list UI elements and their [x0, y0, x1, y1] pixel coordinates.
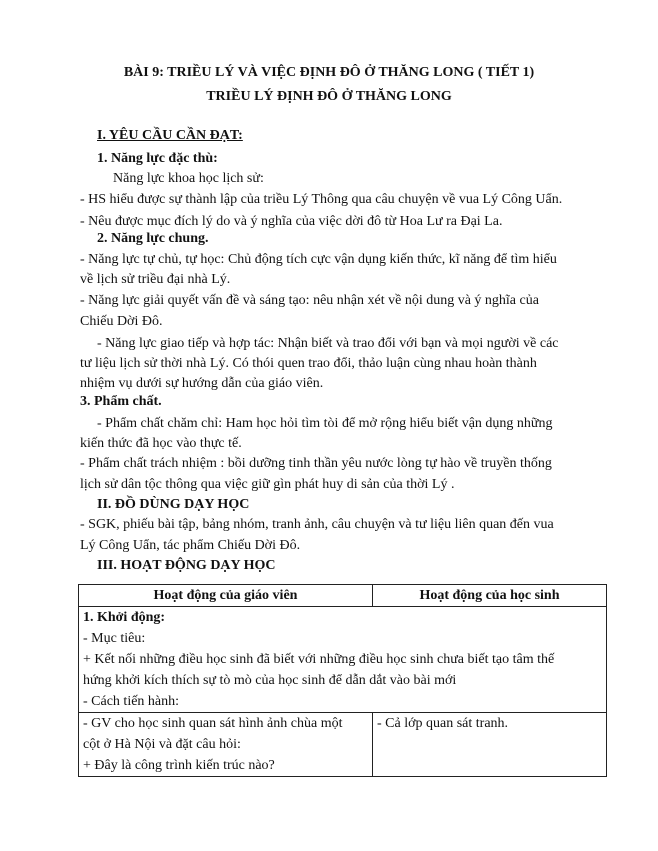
teacher-line: cột ở Hà Nội và đặt câu hỏi: — [83, 737, 241, 752]
sub1-heading: 1. Năng lực đặc thù: — [97, 151, 218, 166]
warmup-cell — [79, 607, 607, 713]
sub3-line: lịch sử dân tộc thông qua việc giữ gìn phát huy di sản của thời Lý . — [80, 477, 455, 492]
sub2-line: Chiếu Dời Đô. — [80, 314, 163, 329]
sub2-line: - Năng lực giao tiếp và hợp tác: Nhận biết và trao đổi với bạn và mọi người về các — [97, 336, 559, 351]
sub2-line: - Năng lực tự chủ, tự học: Chủ động tích cực vận dụng kiến thức, kĩ năng để tìm hiểu — [80, 252, 557, 267]
table-row — [79, 607, 607, 713]
table-row — [79, 713, 607, 777]
section1-heading: I. YÊU CẦU CẦN ĐẠT: — [97, 128, 243, 143]
sub2-line: tư liệu lịch sử thời nhà Lý. Có thói quen trao đổi, thảo luận cùng nhau hoàn thành — [80, 356, 537, 371]
sub3-line: - Phẩm chất chăm chỉ: Ham học hỏi tìm tòi để mở rộng hiểu biết vận dụng những — [97, 416, 553, 431]
warmup-line: hứng khởi kích thích sự tò mò của học sinh để dẫn dắt vào bài mới — [83, 673, 457, 688]
warmup-title: 1. Khởi động: — [83, 610, 166, 625]
sub3-heading: 3. Phẩm chất. — [80, 394, 162, 409]
sub2-line: - Năng lực giải quyết vấn đề và sáng tạo: nêu nhận xét về nội dung và ý nghĩa của — [80, 293, 539, 308]
activity-table — [78, 584, 607, 777]
student-line: - Cả lớp quan sát tranh. — [377, 716, 509, 731]
sub1-line: Năng lực khoa học lịch sử: — [113, 171, 264, 186]
sub3-line: kiến thức đã học vào thực tế. — [80, 436, 242, 451]
teacher-line: - GV cho học sinh quan sát hình ảnh chùa một — [83, 716, 343, 731]
section2-heading: II. ĐỒ DÙNG DẠY HỌC — [97, 497, 250, 512]
sub1-line: - Nêu được mục đích lý do và ý nghĩa của việc dời đô từ Hoa Lư ra Đại La. — [80, 214, 503, 229]
sub1-line: - HS hiểu được sự thành lập của triều Lý Thông qua câu chuyện về vua Lý Công Uẩn. — [80, 192, 563, 207]
table-header-row — [79, 585, 607, 607]
sub2-line: nhiệm vụ dưới sự hướng dẫn của giáo viên. — [80, 376, 324, 391]
section2-line: - SGK, phiếu bài tập, bảng nhóm, tranh ảnh, câu chuyện và tư liệu liên quan đến vua — [80, 517, 554, 532]
warmup-line: - Mục tiêu: — [83, 631, 146, 646]
warmup-line: + Kết nối những điều học sinh đã biết với những điều học sinh chưa biết tạo tâm thế — [83, 652, 555, 667]
section3-heading: III. HOẠT ĐỘNG DẠY HỌC — [97, 558, 276, 573]
warmup-line: - Cách tiến hành: — [83, 694, 180, 709]
sub2-line: về lịch sử triều đại nhà Lý. — [80, 272, 231, 287]
teacher-cell — [79, 713, 373, 777]
header-teacher: Hoạt động của giáo viên — [79, 585, 373, 607]
title-line-2: TRIỀU LÝ ĐỊNH ĐÔ Ở THĂNG LONG — [206, 89, 452, 104]
sub2-heading: 2. Năng lực chung. — [97, 231, 209, 246]
sub3-line: - Phẩm chất trách nhiệm : bồi dưỡng tinh thần yêu nước lòng tự hào về truyền thống — [80, 456, 552, 471]
student-cell — [373, 713, 607, 777]
header-student: Hoạt động của học sinh — [373, 585, 607, 607]
teacher-line: + Đây là công trình kiến trúc nào? — [83, 758, 275, 773]
section2-line: Lý Công Uẩn, tác phẩm Chiếu Dời Đô. — [80, 538, 301, 553]
title-line-1: BÀI 9: TRIỀU LÝ VÀ VIỆC ĐỊNH ĐÔ Ở THĂNG LONG ( TIẾT 1) — [123, 65, 535, 80]
